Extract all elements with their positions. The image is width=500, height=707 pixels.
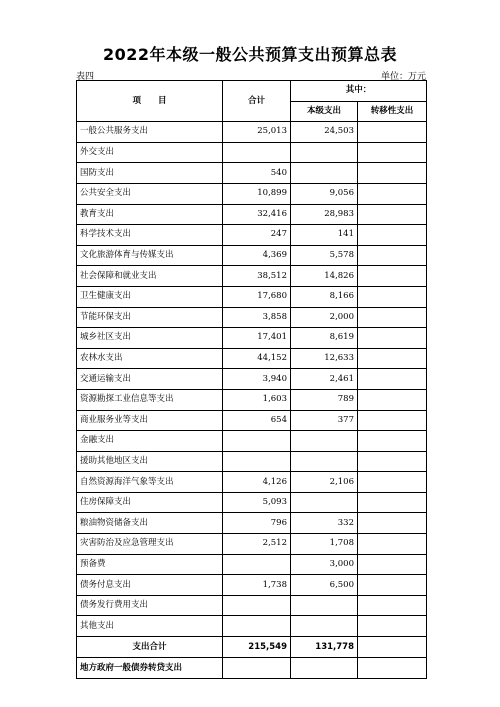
unit-label: 单位：万元: [380, 72, 426, 82]
row-transfer-value: [358, 431, 427, 452]
row-transfer-value: [358, 595, 427, 616]
row-total-value: 1,738: [223, 575, 291, 596]
row-transfer-value: [358, 492, 427, 513]
row-transfer-value: [358, 163, 427, 184]
table-row: [77, 307, 427, 328]
row-total-value: [223, 431, 291, 452]
row-local-value: 6,500: [291, 575, 358, 596]
row-total-value: 32,416: [223, 204, 291, 225]
table-row: [77, 266, 427, 287]
row-local-value: [291, 163, 358, 184]
row-local-value: 24,503: [291, 122, 358, 143]
row-item-label: 其他支出: [77, 616, 223, 637]
row-item-label: 教育支出: [77, 204, 223, 225]
row-item-label: 一般公共服务支出: [77, 122, 223, 143]
row-item-label: 社会保障和就业支出: [77, 266, 223, 287]
row-transfer-value: [358, 307, 427, 328]
table-row: [77, 328, 427, 349]
row-item-label: 城乡社区支出: [77, 328, 223, 349]
row-transfer-value: [358, 266, 427, 287]
row-transfer-value: [358, 534, 427, 555]
row-item-label: 债务付息支出: [77, 575, 223, 596]
row-item-label: 文化旅游体育与传媒支出: [77, 245, 223, 266]
header-local-expenditure: 本级支出: [291, 101, 358, 122]
row-total-value: [223, 554, 291, 575]
table-number-label: 表四: [76, 72, 95, 82]
row-item-label: 自然资源海洋气象等支出: [77, 472, 223, 493]
row-item-label: 国防支出: [77, 163, 223, 184]
row-local-value: 2,106: [291, 472, 358, 493]
row-total-value: 10,899: [223, 183, 291, 204]
row-item-label: 卫生健康支出: [77, 286, 223, 307]
row-transfer-value: [358, 183, 427, 204]
row-local-value: 8,166: [291, 286, 358, 307]
row-total-value: 4,369: [223, 245, 291, 266]
row-item-label: 公共安全支出: [77, 183, 223, 204]
total-row-transfer: [358, 637, 427, 658]
row-transfer-value: [358, 410, 427, 431]
header-transfer-expenditure: 转移性支出: [358, 101, 427, 122]
row-item-label: 节能环保支出: [77, 307, 223, 328]
header-item: 项 目: [77, 81, 223, 122]
row-total-value: 247: [223, 225, 291, 246]
total-row: [77, 637, 427, 658]
row-local-value: [291, 616, 358, 637]
row-item-label: 债务发行费用支出: [77, 595, 223, 616]
debt-row-local: [291, 658, 358, 679]
table-row: [77, 286, 427, 307]
table-row: [77, 472, 427, 493]
row-item-label: 住房保障支出: [77, 492, 223, 513]
row-item-label: 金融支出: [77, 431, 223, 452]
row-transfer-value: [358, 575, 427, 596]
row-total-value: 44,152: [223, 348, 291, 369]
row-item-label: 交通运输支出: [77, 369, 223, 390]
row-item-label: 科学技术支出: [77, 225, 223, 246]
row-transfer-value: [358, 245, 427, 266]
row-transfer-value: [358, 616, 427, 637]
table-row: [77, 513, 427, 534]
table-row: [77, 142, 427, 163]
row-total-value: [223, 595, 291, 616]
row-transfer-value: [358, 451, 427, 472]
row-transfer-value: [358, 225, 427, 246]
table-row: [77, 183, 427, 204]
row-total-value: 2,512: [223, 534, 291, 555]
table-body: [77, 122, 427, 637]
row-item-label: 资源勘探工业信息等支出: [77, 389, 223, 410]
row-local-value: 14,826: [291, 266, 358, 287]
row-local-value: [291, 451, 358, 472]
table-row: [77, 348, 427, 369]
row-total-value: 1,603: [223, 389, 291, 410]
row-transfer-value: [358, 554, 427, 575]
table-row: [77, 369, 427, 390]
total-row-local: 131,778: [291, 637, 358, 658]
header-of-which: 其中：: [291, 81, 427, 102]
total-row-label: 支出合计: [77, 637, 223, 658]
row-local-value: 1,708: [291, 534, 358, 555]
row-local-value: 3,000: [291, 554, 358, 575]
row-local-value: 2,000: [291, 307, 358, 328]
table-row: [77, 225, 427, 246]
table-row: [77, 389, 427, 410]
row-total-value: [223, 142, 291, 163]
table-row: [77, 616, 427, 637]
row-transfer-value: [358, 389, 427, 410]
table-row: [77, 554, 427, 575]
row-item-label: 援助其他地区支出: [77, 451, 223, 472]
table-row: [77, 534, 427, 555]
row-total-value: 5,093: [223, 492, 291, 513]
row-local-value: 12,633: [291, 348, 358, 369]
debt-row-label: 地方政府一般债券转贷支出: [77, 658, 223, 679]
debt-row-transfer: [358, 658, 427, 679]
row-local-value: 9,056: [291, 183, 358, 204]
row-transfer-value: [358, 348, 427, 369]
row-local-value: 789: [291, 389, 358, 410]
row-local-value: 28,983: [291, 204, 358, 225]
row-local-value: [291, 595, 358, 616]
table-row: [77, 122, 427, 143]
table-row: [77, 451, 427, 472]
row-transfer-value: [358, 472, 427, 493]
budget-table: [76, 80, 427, 679]
row-local-value: [291, 492, 358, 513]
table-row: [77, 410, 427, 431]
row-total-value: 3,858: [223, 307, 291, 328]
row-total-value: 654: [223, 410, 291, 431]
row-local-value: 332: [291, 513, 358, 534]
row-total-value: 796: [223, 513, 291, 534]
row-item-label: 粮油物资储备支出: [77, 513, 223, 534]
row-local-value: [291, 431, 358, 452]
row-total-value: 38,512: [223, 266, 291, 287]
row-transfer-value: [358, 328, 427, 349]
row-total-value: 3,940: [223, 369, 291, 390]
row-item-label: 农林水支出: [77, 348, 223, 369]
row-transfer-value: [358, 513, 427, 534]
row-transfer-value: [358, 369, 427, 390]
row-local-value: 2,461: [291, 369, 358, 390]
total-row-total: 215,549: [223, 637, 291, 658]
row-total-value: 540: [223, 163, 291, 184]
document-title: 2022年本级一般公共预算支出预算总表: [102, 45, 398, 64]
row-local-value: [291, 142, 358, 163]
table-row: [77, 431, 427, 452]
row-item-label: 灾害防治及应急管理支出: [77, 534, 223, 555]
row-total-value: 4,126: [223, 472, 291, 493]
row-transfer-value: [358, 204, 427, 225]
row-local-value: 8,619: [291, 328, 358, 349]
header-row-top: [77, 81, 427, 102]
table-row: [77, 492, 427, 513]
table-row: [77, 595, 427, 616]
table-row: [77, 163, 427, 184]
row-transfer-value: [358, 142, 427, 163]
table-row: [77, 204, 427, 225]
row-local-value: 5,578: [291, 245, 358, 266]
row-local-value: 377: [291, 410, 358, 431]
row-local-value: 141: [291, 225, 358, 246]
row-item-label: 商业服务业等支出: [77, 410, 223, 431]
table-row: [77, 575, 427, 596]
debt-transfer-row: [77, 658, 427, 679]
row-total-value: [223, 616, 291, 637]
row-transfer-value: [358, 122, 427, 143]
row-total-value: [223, 451, 291, 472]
debt-row-total: [223, 658, 291, 679]
row-total-value: 17,401: [223, 328, 291, 349]
row-item-label: 外交支出: [77, 142, 223, 163]
table-row: [77, 245, 427, 266]
header-total: 合计: [223, 81, 291, 122]
row-total-value: 17,680: [223, 286, 291, 307]
row-total-value: 25,013: [223, 122, 291, 143]
row-item-label: 预备费: [77, 554, 223, 575]
row-transfer-value: [358, 286, 427, 307]
